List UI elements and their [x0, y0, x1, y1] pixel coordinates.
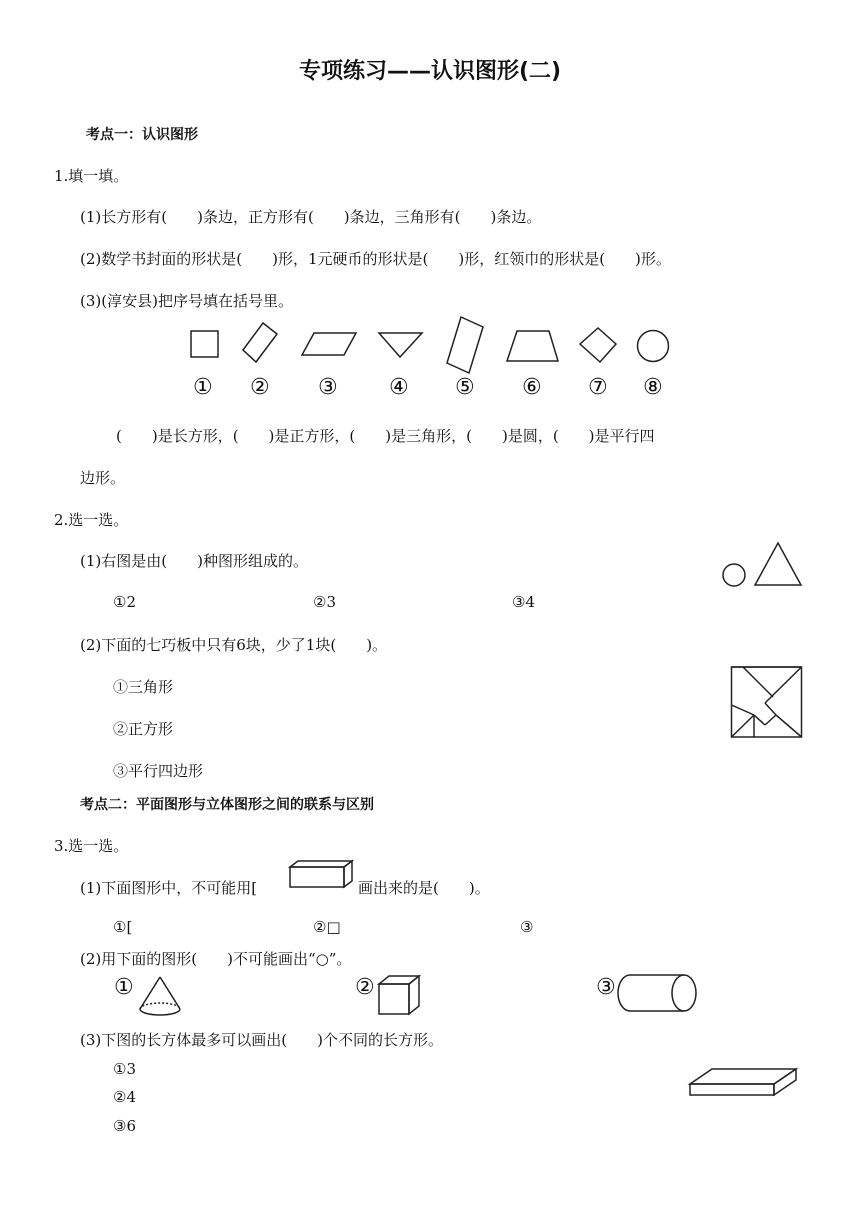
q2-part2: (2)下面的七巧板中只有6块，少了1块( )。: [80, 636, 388, 654]
section2-heading: 考点二：平面图形与立体图形之间的联系与区别: [80, 797, 374, 813]
q3-p2-number-2: ②: [355, 975, 375, 1000]
shape-number-8: ⑧: [643, 375, 663, 400]
q2-part1: (1)右图是由( )种图形组成的。: [80, 552, 308, 570]
q2-p2-option-3: ③平行四边形: [113, 762, 204, 780]
q1-label: 1.填一填。: [54, 167, 129, 185]
triangle-shape: [377, 330, 425, 362]
q3-part1-before: (1)下面图形中，不可能用[: [80, 879, 258, 897]
q2-p2-option-1: ①三角形: [113, 678, 174, 696]
flat-cuboid-figure: [688, 1066, 800, 1100]
q3-part3: (3)下图的长方体最多可以画出( )个不同的长方形。: [80, 1031, 443, 1049]
circle-triangle-figure: [720, 540, 806, 588]
q3-p1-option-3: ③: [520, 918, 534, 936]
q2-label: 2.选一选。: [54, 511, 129, 529]
shape-number-6: ⑥: [522, 375, 542, 400]
shape-number-2: ②: [250, 375, 270, 400]
shape-number-4: ④: [389, 375, 409, 400]
q3-p2-number-1: ①: [114, 975, 134, 1000]
q3-p1-option-2: ②□: [313, 918, 341, 936]
q1-answer-line2: 边形。: [80, 469, 126, 487]
q3-part2: (2)用下面的图形( )不可能画出“○”。: [80, 950, 352, 968]
q1-part3: (3)(淳安县)把序号填在括号里。: [80, 292, 293, 310]
q2-p1-option-2: ②3: [313, 593, 336, 611]
trapezoid-shape: [505, 328, 561, 364]
q2-p1-option-3: ③4: [512, 593, 535, 611]
cube-figure: [377, 974, 423, 1018]
tangram-figure: [730, 665, 804, 741]
cuboid-inline-figure: [288, 859, 358, 891]
q3-part1-after: 画出来的是( )。: [358, 879, 490, 897]
section1-heading: 考点一：认识图形: [86, 127, 198, 143]
q2-p1-option-1: ①2: [113, 593, 136, 611]
page-title: 专项练习——认识图形(二): [298, 59, 562, 84]
long-parallelogram-shape: [445, 315, 487, 377]
cylinder-figure: [618, 973, 700, 1015]
shape-number-3: ③: [318, 375, 338, 400]
q3-p2-number-3: ③: [596, 975, 616, 1000]
q1-answer-line1: ( )是长方形，( )是正方形，( )是三角形，( )是圆，( )是平行四: [116, 427, 655, 445]
shape-number-1: ①: [193, 375, 213, 400]
q3-p1-option-1: ①[: [113, 918, 133, 936]
square-shape: [190, 330, 220, 360]
q2-p2-option-2: ②正方形: [113, 720, 174, 738]
q3-label: 3.选一选。: [54, 837, 129, 855]
q3-p3-option-1: ①3: [113, 1060, 136, 1078]
rectangle-tilted-shape: [240, 320, 280, 365]
shape-number-5: ⑤: [455, 375, 475, 400]
shape-number-7: ⑦: [588, 375, 608, 400]
q3-p3-option-2: ②4: [113, 1088, 136, 1106]
q1-part1: (1)长方形有( )条边，正方形有( )条边，三角形有( )条边。: [80, 208, 542, 226]
q1-part2: (2)数学书封面的形状是( )形，1元硬币的形状是( )形，红领巾的形状是( )形。: [80, 250, 671, 268]
parallelogram-shape: [300, 330, 360, 360]
circle-shape: [636, 329, 672, 365]
q3-p3-option-3: ③6: [113, 1117, 136, 1135]
cone-figure: [138, 975, 184, 1017]
square-tilted-shape: [578, 326, 620, 366]
